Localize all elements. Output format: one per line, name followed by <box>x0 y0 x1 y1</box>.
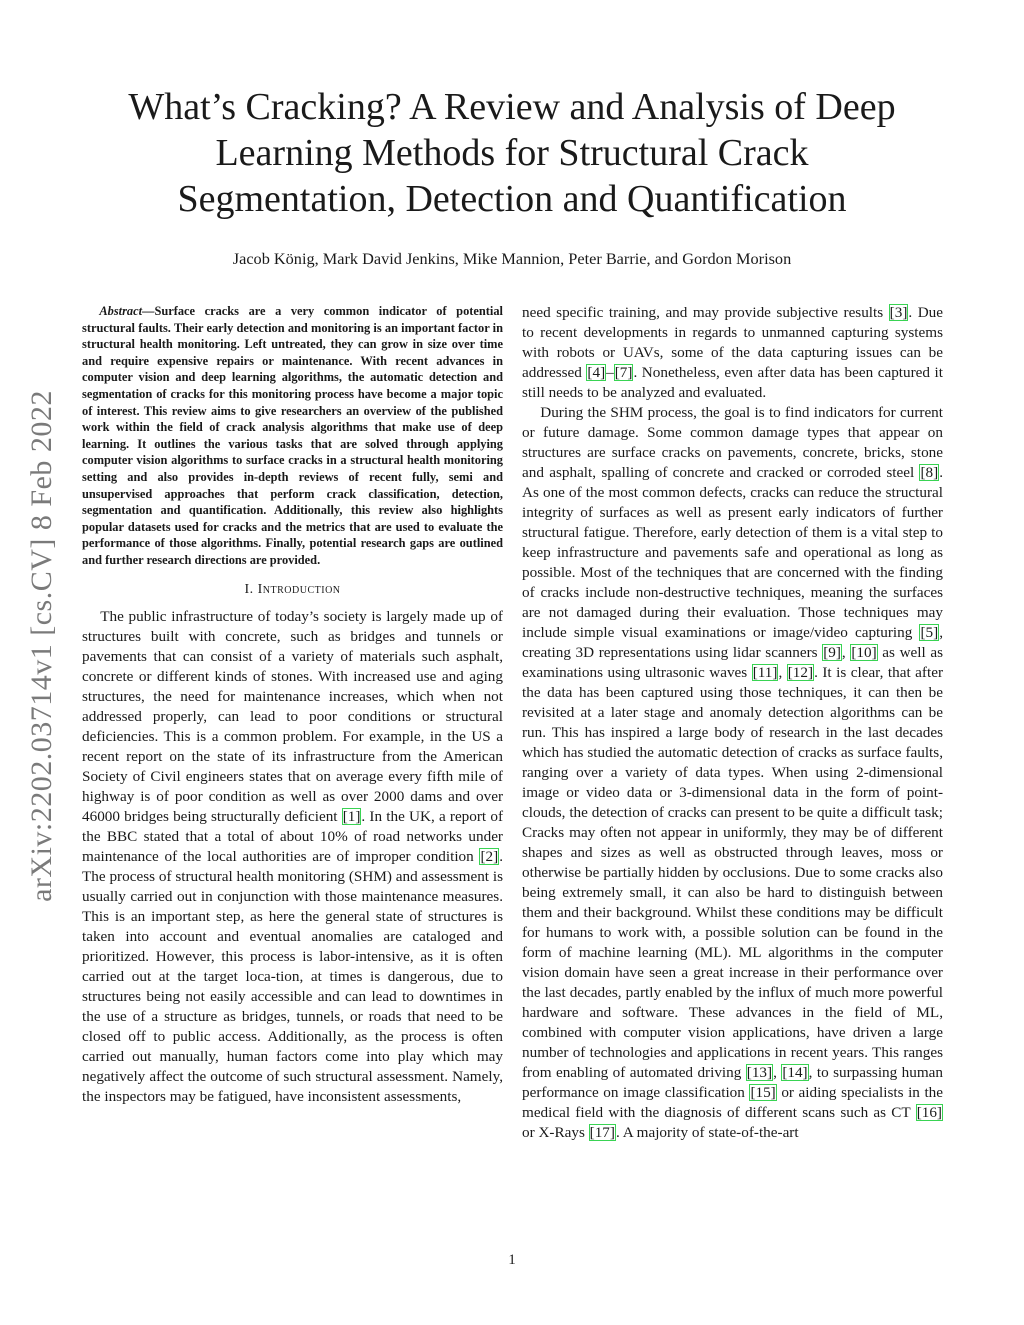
abstract-text: —Surface cracks are a very common indicator of potential structural faults. Their early detection and monitoring is an important factor in structural health monitoring. Left untreated, they can grow in size over time and require expensive repairs or maintenance. With recent advances in computer vision and deep learning algorithms, the automatic detection and segmentation of cracks for this monitoring process have become a major topic of interest. This review aims to give researchers an overview of the published work within the field of crack analysis algorithms that make use of deep learning. It outlines the various tasks that are solved through applying computer vision algorithms to surface cracks in a structural health monitoring setting and also provides in-depth reviews of recent fully, semi and unsupervised approaches that perform crack classification, detection, segmentation and quantification. Additionally, this review also highlights popular datasets used for cracks and the metrics that are used to evaluate the performance of those algorithms. Finally, potential research gaps are outlined and further research directions are provided. <box>82 304 503 567</box>
citation-link[interactable]: [5] <box>920 624 939 641</box>
abstract-label: Abstract <box>99 304 143 318</box>
paragraph-text: , <box>778 664 787 681</box>
section-number: I. <box>244 581 254 597</box>
title-line: Learning Methods for Structural Crack <box>215 132 809 174</box>
citation-link[interactable]: [16] <box>916 1104 942 1121</box>
citation-link[interactable]: [11] <box>752 664 778 681</box>
author-list: Jacob König, Mark David Jenkins, Mike Mannion, Peter Barrie, and Gordon Morison <box>232 249 792 268</box>
citation-link[interactable]: [9] <box>823 644 841 661</box>
citation-link[interactable]: [4] <box>587 364 606 381</box>
paragraph-text: . As one of the most common defects, cracks can reduce the structural integrity of surfaces as well as present early indicators of further structural fatigue. Therefore, early detection of them is a vital step to keep infrastructure and pavements safe and operational as long as possible. Most of the techniques that are concerned with the finding of cracks include non-destructive techniques, meaning the surfaces are not damaged during their evaluation. Those techniques may include simple visual examinations or image/video capturing <box>522 464 943 641</box>
paragraph-text: . The process of structural health monitoring (SHM) and assessment is usually carried out in conjunction with those maintenance measures. This is an important step, as here the general state of structures is taken into account and eventual anomalies are cataloged and prioritized. However, this process is labor-intensive, as it is often carried out at the target loca-tion, at times is dangerous, due to structures being not easily accessible and can lead to downtimes in the use of a structure as bridges, tunnels, or roads that need to be closed off to public access. Additionally, as the process is often carried out manually, human factors come into play which may negatively affect the outcome of such structural assessment. Namely, the inspectors may be fatigued, have inconsistent assessments, <box>82 847 503 1105</box>
paragraph-text: , <box>841 644 851 661</box>
paragraph-text: or X-Rays <box>522 1124 589 1141</box>
citation-range-dash: – <box>606 364 614 381</box>
citation-link[interactable]: [8] <box>920 464 939 481</box>
section-heading <box>82 580 503 600</box>
abstract <box>82 303 503 569</box>
intro-paragraph <box>82 607 503 1107</box>
arxiv-identifier-text: arXiv:2202.03714v1 [cs.CV] 8 Feb 2022 <box>25 390 59 902</box>
paragraph-text: . It is clear, that after the data has been captured using those techniques, it can then be revisited at a later stage and anomaly detection algorithms can be run. This has inspired a large body of research in the last decades which has studied the automatic detection of cracks as surface faults, ranging over a variety of data types. When using 2-dimensional image or video data or 3-dimensional data in the form of point-clouds, the detection of cracks can present to be quite a difficult task; Cracks may often not appear in uniformly, they may be of different shapes and sizes as well as obstructed through leaves, moss or otherwise be partially hidden by occlusions. Due to some cracks also being extremely small, it can also be hard to distinguish between them and their background. Whilst these conditions may be difficult for humans to work with, a possible solution can be found in the form of machine learning (ML). ML algorithms in the computer vision domain have seen a great increase in their performance over the last decades, partly enabled by the influx of much more powerful hardware and software. These advances in the field of ML, combined with computer vision applications, have driven a large number of technologies and applications in recent years. This ranges from enabling of automated driving <box>522 664 943 1081</box>
paper-title <box>60 84 964 222</box>
paragraph-text: . In the UK, a report of the BBC stated that a total of about 10% of road networks under maintenance of the local authorities are of improper condition <box>82 807 503 865</box>
paragraph-text: need specific training, and may provide subjective results <box>522 304 889 321</box>
paragraph-text: , <box>773 1064 782 1081</box>
paragraph-text: . Due to recent developments in regards to unmanned capturing systems with robots or UAVs, some of the data capturing issues can be addressed <box>522 304 943 381</box>
left-column <box>82 303 503 1107</box>
title-line: Segmentation, Detection and Quantification <box>177 178 847 220</box>
citation-link[interactable]: [2] <box>480 847 499 865</box>
citation-link[interactable]: [10] <box>851 644 877 661</box>
intro-paragraph-2 <box>522 403 943 1143</box>
right-column <box>522 303 943 1143</box>
paragraph-text: The public infrastructure of today’s society is largely made up of structures built with concrete, such as bridges and tunnels or pavements that can consist of a variety of materials such asphalt, concrete or different kinds of stones. With increased use and aging structures, the need for maintenance increases, which when not addressed properly, can lead to poor conditions or structural deficiencies. This is a common problem. For example, in the US a recent report on the state of its infrastructure from the American Society of Civil engineers states that on average every fifth mile of highway is of poor condition as well as over 2000 dams and over 46000 bridges being structurally deficient <box>82 607 503 825</box>
paragraph-text: . Nonetheless, even after data has been captured it still needs to be analyzed and evaluated. <box>522 364 943 401</box>
citation-link[interactable]: [17] <box>589 1124 615 1141</box>
citation-link[interactable]: [1] <box>342 807 361 825</box>
title-line: What’s Cracking? A Review and Analysis of Deep <box>128 86 896 128</box>
paragraph-text: During the SHM process, the goal is to find indicators for current or future damage. Some common damage types that appear on structures are surface cracks on pavements, concrete, bricks, stone and asphalt, spalling of concrete and cracked or corroded steel <box>522 404 943 481</box>
page-number: 1 <box>508 1252 516 1268</box>
paragraph-text: or aiding specialists in the medical field with the diagnosis of different scans such as CT <box>522 1084 944 1121</box>
citation-link[interactable]: [3] <box>889 304 908 321</box>
paragraph-text: . A majority of state-of-the-art <box>615 1124 799 1141</box>
paragraph-text: as well as examinations using ultrasonic waves <box>522 644 944 681</box>
paragraph-text: , to surpassing human performance on image classification <box>522 1064 943 1101</box>
citation-link[interactable]: [14] <box>782 1064 808 1081</box>
paragraph-text: , creating 3D representations using lidar scanners <box>522 624 943 661</box>
citation-link[interactable]: [12] <box>787 664 814 681</box>
arxiv-identifier <box>20 363 64 929</box>
section-title: Introduction <box>257 581 341 597</box>
citation-link[interactable]: [7] <box>614 364 633 381</box>
intro-paragraph-continued <box>522 303 943 403</box>
citation-link[interactable]: [15] <box>750 1084 776 1101</box>
citation-link[interactable]: [13] <box>746 1064 773 1081</box>
